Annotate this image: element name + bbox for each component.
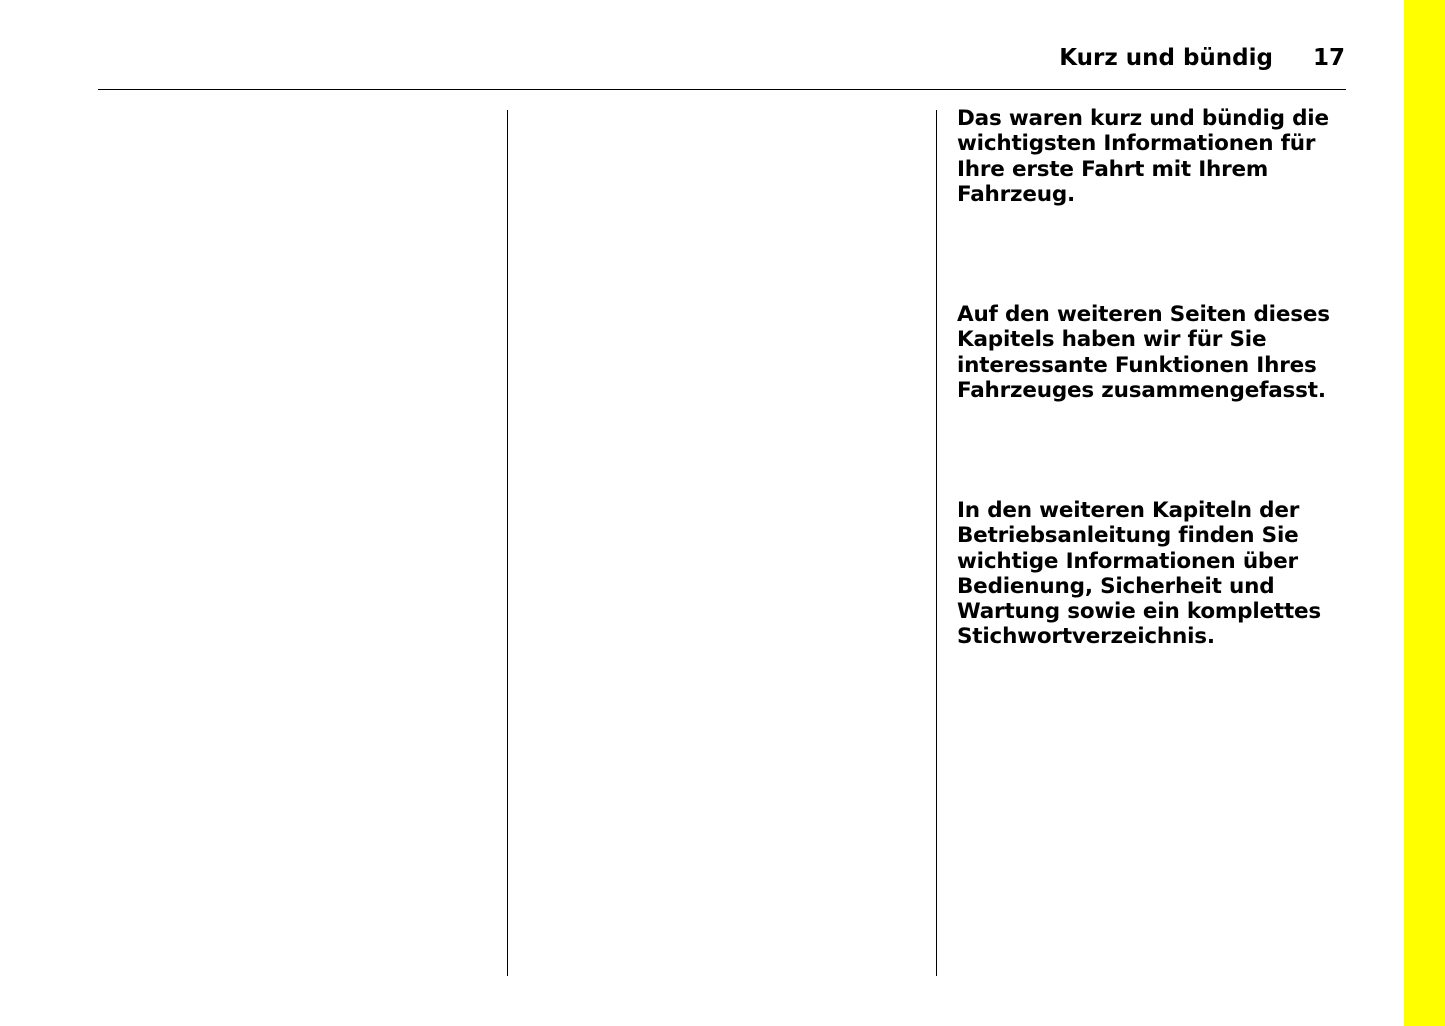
paragraph-chapters: In den weiteren Kapiteln der Betriebsanleitung finden Sie wichtige Informationen über Bedienung, Sicherheit und Wartung sowie ein komplettes Stichwortverzeichnis.: [957, 498, 1322, 650]
paragraph-functions: Auf den weiteren Seiten dieses Kapitels haben wir für Sie interessante Funktionen Ihres Fahrzeuges zusammengefasst.: [957, 302, 1330, 403]
chapter-thumb-tab: [1404, 0, 1445, 1026]
column-divider-right: [936, 110, 937, 976]
chapter-title: Kurz und bündig: [1059, 45, 1273, 71]
paragraph-intro: Das waren kurz und bündig die wichtigsten Informationen für Ihre erste Fahrt mit Ihrem Fahrzeug.: [957, 106, 1329, 207]
header-rule: [98, 89, 1346, 90]
column-divider-left: [507, 110, 508, 976]
page-number: 17: [1312, 45, 1345, 71]
